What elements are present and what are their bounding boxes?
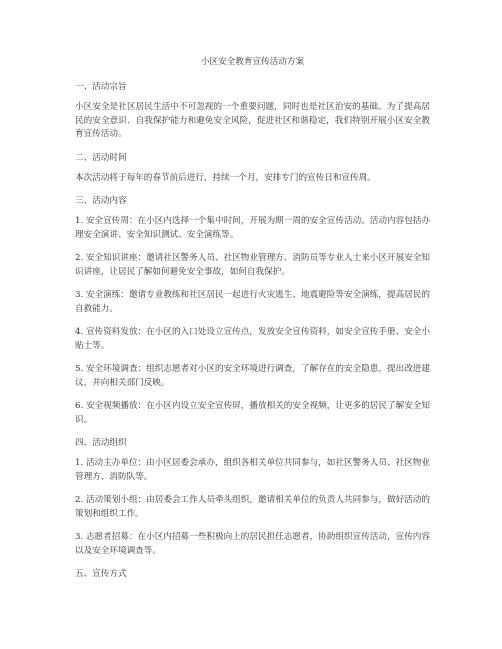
- paragraph: 3. 安全演练：邀请专业教练和社区居民一起进行火灾逃生、地震避险等安全演练，提高居民的自救能力。: [75, 290, 430, 314]
- paragraph: 本次活动将于每年的春节前后进行，持续一个月，安排专门的宣传日和宣传周。: [75, 172, 376, 183]
- paragraph: 2. 安全知识讲座：邀请社区警务人员、社区物业管理方、消防员等专业人士来小区开展安全知识讲座，让居民了解如何避免安全事故，如何自我保护。: [75, 253, 430, 277]
- section-heading: 一、活动宗旨: [75, 82, 127, 92]
- paragraph: 5. 安全环境调查：组织志愿者对小区的安全环境进行调查，了解存在的安全隐患，提出改进建议，并向相关部门反映。: [75, 364, 430, 388]
- section-publicity: [75, 568, 430, 580]
- section-heading: 三、活动内容: [75, 196, 127, 206]
- section-content: [75, 195, 430, 427]
- section-time: [75, 152, 430, 186]
- paragraph: 4. 宣传资料发放：在小区的入口处设立宣传点，发放安全宣传资料，如安全宣传手册、安全小贴士等。: [75, 327, 430, 351]
- paragraph: 1. 安全宣传周：在小区内选择一个集中时间，开展为期一周的安全宣传活动。活动内容包括办理安全演讲、安全知识测试、安全演练等。: [75, 216, 430, 240]
- paragraph: 3. 志愿者招募：在小区内招募一些积极向上的居民担任志愿者，协助组织宣传活动，宣传内容以及安全环境调查等。: [75, 532, 430, 556]
- section-organization: [75, 437, 430, 558]
- section-heading: 二、活动时间: [75, 152, 127, 163]
- paragraph: 小区安全是社区居民生活中不可忽视的一个重要问题，同时也是社区治安的基础。为了提高居民的安全意识、自我保护能力和避免安全风险，促进社区和谐稳定，我们特别开展小区安全教育宣传活动。: [75, 102, 430, 139]
- paragraph: 1. 活动主办单位：由小区居委会承办，组织各相关单位共同参与，如社区警务人员、社区物业管理方、消防队等。: [75, 458, 430, 482]
- paragraph: 2. 活动策划小组：由居委会工作人员牵头组织，邀请相关单位的负责人共同参与，做好活动的策划和组织工作。: [75, 495, 430, 519]
- section-purpose: [75, 81, 430, 142]
- section-heading: 四、活动组织: [75, 438, 127, 448]
- section-heading: 五、宣传方式: [75, 569, 127, 579]
- document-title: 小区安全教育宣传活动方案: [200, 57, 305, 67]
- paragraph: 6. 安全视频播放：在小区内设立安全宣传屏，播放相关的安全视频，让更多的居民了解安全知识。: [75, 401, 430, 425]
